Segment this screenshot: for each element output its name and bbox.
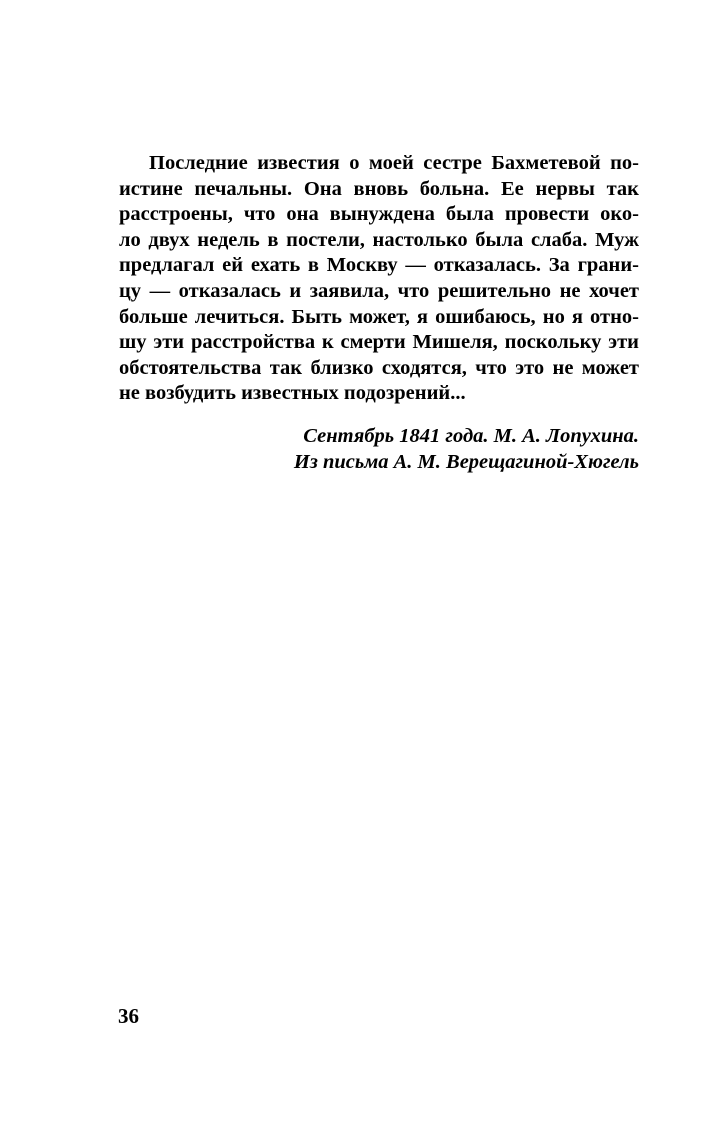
page-number: 36: [118, 1004, 139, 1028]
paragraph-line: расстроены, что она вынуждена была провести око-: [119, 203, 639, 226]
attribution-source: Из письма А. М. Верещагиной-Хюгель: [293, 451, 639, 473]
paragraph-line: цу — отказалась и заявила, что решительно не хочет: [119, 279, 639, 302]
paragraph-line: шу эти расстройства к смерти Мишеля, поскольку эти: [119, 331, 639, 354]
paragraph-line: ло двух недель в постели, настолько была слаба. Муж: [119, 228, 639, 251]
paragraph-line: предлагал ей ехать в Москву — отказалась. За грани-: [119, 254, 639, 277]
paragraph-line: Последние известия о моей сестре Бахметевой по-: [149, 152, 639, 174]
attribution: [200, 423, 639, 475]
paragraph-line: больше лечиться. Быть может, я ошибаюсь, но я отно-: [119, 305, 639, 328]
attribution-date-author: Сентябрь 1841 года. М. А. Лопухина.: [303, 425, 639, 447]
paragraph-line: не возбудить известных подозрений...: [119, 382, 466, 405]
paragraph-line: истине печальны. Она вновь больна. Ее нервы так: [119, 177, 639, 200]
paragraph-line: обстоятельства так близко сходятся, что это не может: [119, 356, 639, 379]
body-paragraph: [119, 151, 639, 407]
